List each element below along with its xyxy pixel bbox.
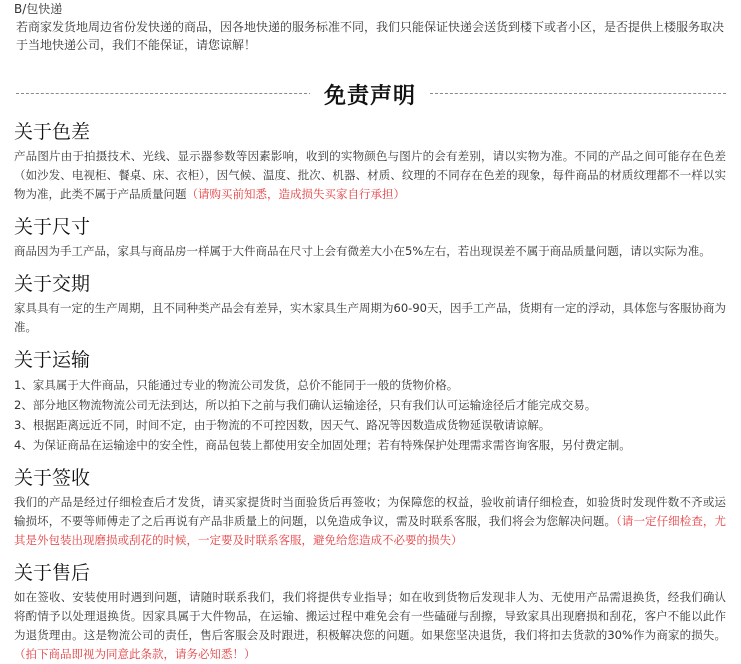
page-title: 免责声明 (310, 79, 430, 110)
section-text-after-sales (14, 588, 726, 664)
after-sales-text: 如在签收、安装使用时遇到问题，请随时联系我们，我们将提供专业指导；如在收到货物后发现非人为、无使用产品需退换货，经我们确认将酌情予以处理退换货。因家具属于大件物品，在运输、搬运过程中难免会有一些磕碰与刮擦，导致家具出现磨损和刮花，客户不能以此作为退货理由。这是物流公司的责任，售后客服会及时跟进，积极解决您的问题。如果您坚决退货，我们将扣去货款的30%作为商家的损失。 (14, 590, 726, 642)
title-row (14, 78, 726, 110)
delivery-text: 若商家发货地周边省份发快递的商品，因各地快递的服务标准不同，我们只能保证快递会送货到楼下或者小区，是否提供上楼服务取决于当地快递公司，我们不能保证，请您谅解！ (16, 20, 725, 52)
section-text-color (14, 147, 726, 204)
section-receipt (14, 466, 726, 550)
color-note: （请购买前知悉，造成损失买家自行承担） (186, 187, 405, 201)
title-divider-right (430, 93, 726, 94)
shipping-item-2: 2、部分地区物流物流公司无法到达，所以拍下之前与我们确认运输途径，只有我们认可运输途径后才能完成交易。 (14, 398, 597, 412)
color-text: 产品图片由于拍摄技术、光线、显示器参数等因素影响，收到的实物颜色与图片的会有差别，请以实物为准。不同的产品之间可能存在色差（如沙发、电视柜、餐桌、床、衣柜），因气候、温度、批次、机器、材质、纹理的不同存在色差的现象，每件商品的材质纹理都不一样以实物为准，此类不属于产品质量问题 (14, 149, 726, 201)
section-lead-time (14, 272, 726, 337)
receipt-text: 我们的产品是经过仔细检查后才发货，请买家提货时当面验货后再签收；为保障您的权益，验收前请仔细检查，如验货时发现件数不齐或运输损坏，不要等师傅走了之后再说有产品非质量上的问题，以免造成争议，需及时联系客服，我们将会为您解决问题。 (14, 495, 726, 528)
section-color (14, 120, 726, 204)
section-after-sales (14, 561, 726, 664)
section-title-lead-time: 关于交期 (14, 273, 91, 295)
receipt-note: （请一定仔细检查，尤其是外包装出现磨损或刮花的时候，一定要及时联系客服，避免给您造成不必要的损失） (14, 514, 726, 547)
shipping-item-3: 3、根据距离远近不同，时间不定，由于物流的不可控因数，因天气、路况等因数造成货物延误敬请谅解。 (14, 418, 551, 432)
section-title-receipt: 关于签收 (14, 467, 91, 489)
section-text-lead-time: 家具具有一定的生产周期，且不同种类产品会有差异，实木家具生产周期为60-90天，因手工产品，货期有一定的浮动，具体您与客服协商为准。 (14, 301, 726, 334)
delivery-heading: B/包快递 (14, 2, 63, 16)
section-title-after-sales: 关于售后 (14, 562, 91, 584)
shipping-item-1: 1、家具属于大件商品，只能通过专业的物流公司发货，总价不能同于一般的货物价格。 (14, 378, 459, 392)
after-sales-note: （拍下商品即视为同意此条款，请务必知悉！） (14, 647, 256, 661)
section-size (14, 215, 726, 261)
section-title-shipping: 关于运输 (14, 349, 91, 371)
section-shipping (14, 348, 726, 455)
shipping-item-4: 4、为保证商品在运输途中的安全性，商品包装上都使用安全加固处理；若有特殊保护处理需求需咨询客服，另付费定制。 (14, 438, 631, 452)
section-title-color: 关于色差 (14, 121, 91, 143)
section-text-size: 商品因为手工产品，家具与商品房一样属于大件商品在尺寸上会有微差大小在5%左右，若出现误差不属于商品质量问题，请以实际为准。 (14, 244, 711, 258)
title-divider-left (16, 93, 312, 94)
section-text-receipt (14, 493, 726, 550)
section-title-size: 关于尺寸 (14, 216, 91, 238)
